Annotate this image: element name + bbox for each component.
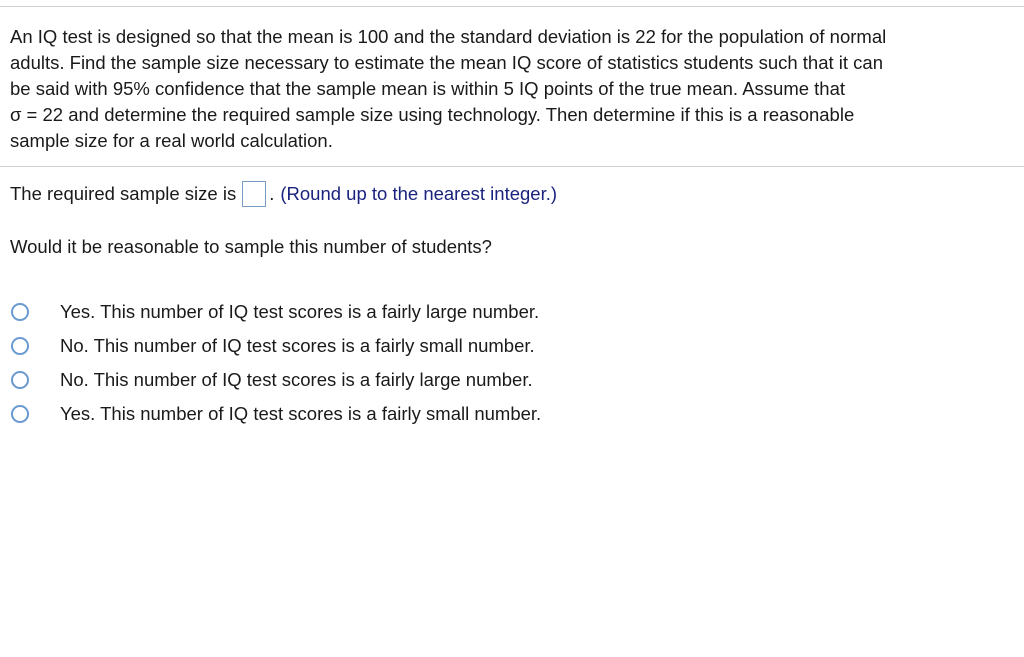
radio-button-icon[interactable] (11, 303, 29, 321)
answer-lead-text: The required sample size is (10, 183, 237, 204)
answer-period: . (269, 183, 275, 204)
question-line-1: An IQ test is designed so that the mean is 100 and the standard deviation is 22 for the population of normal (10, 26, 887, 47)
radio-button-icon[interactable] (11, 371, 29, 389)
option-a-label: Yes. This number of IQ test scores is a fairly large number. (60, 301, 540, 322)
question-line-2: adults. Find the sample size necessary to estimate the mean IQ score of statistics students such that it can (10, 52, 883, 73)
radio-button-icon[interactable] (11, 405, 29, 423)
question-text (10, 24, 1018, 154)
answer-options (0, 295, 541, 431)
question-line-5: sample size for a real world calculation. (10, 130, 333, 151)
reasonableness-question: Would it be reasonable to sample this number of students? (10, 236, 492, 257)
option-b-label: No. This number of IQ test scores is a fairly small number. (60, 335, 535, 356)
answer-row (10, 181, 557, 207)
question-line-4: σ = 22 and determine the required sample size using technology. Then determine if this is a reasonable (10, 104, 855, 125)
option-d[interactable] (0, 397, 541, 431)
question-line-3: be said with 95% confidence that the sample mean is within 5 IQ points of the true mean. Assume that (10, 78, 846, 99)
rounding-hint: (Round up to the nearest integer.) (280, 183, 558, 204)
option-c[interactable] (0, 363, 541, 397)
sample-size-input[interactable] (242, 181, 266, 207)
section-divider (0, 166, 1024, 167)
top-divider (0, 6, 1024, 7)
option-d-label: Yes. This number of IQ test scores is a fairly small number. (60, 403, 542, 424)
option-a[interactable] (0, 295, 541, 329)
option-b[interactable] (0, 329, 541, 363)
radio-button-icon[interactable] (11, 337, 29, 355)
option-c-label: No. This number of IQ test scores is a fairly large number. (60, 369, 533, 390)
